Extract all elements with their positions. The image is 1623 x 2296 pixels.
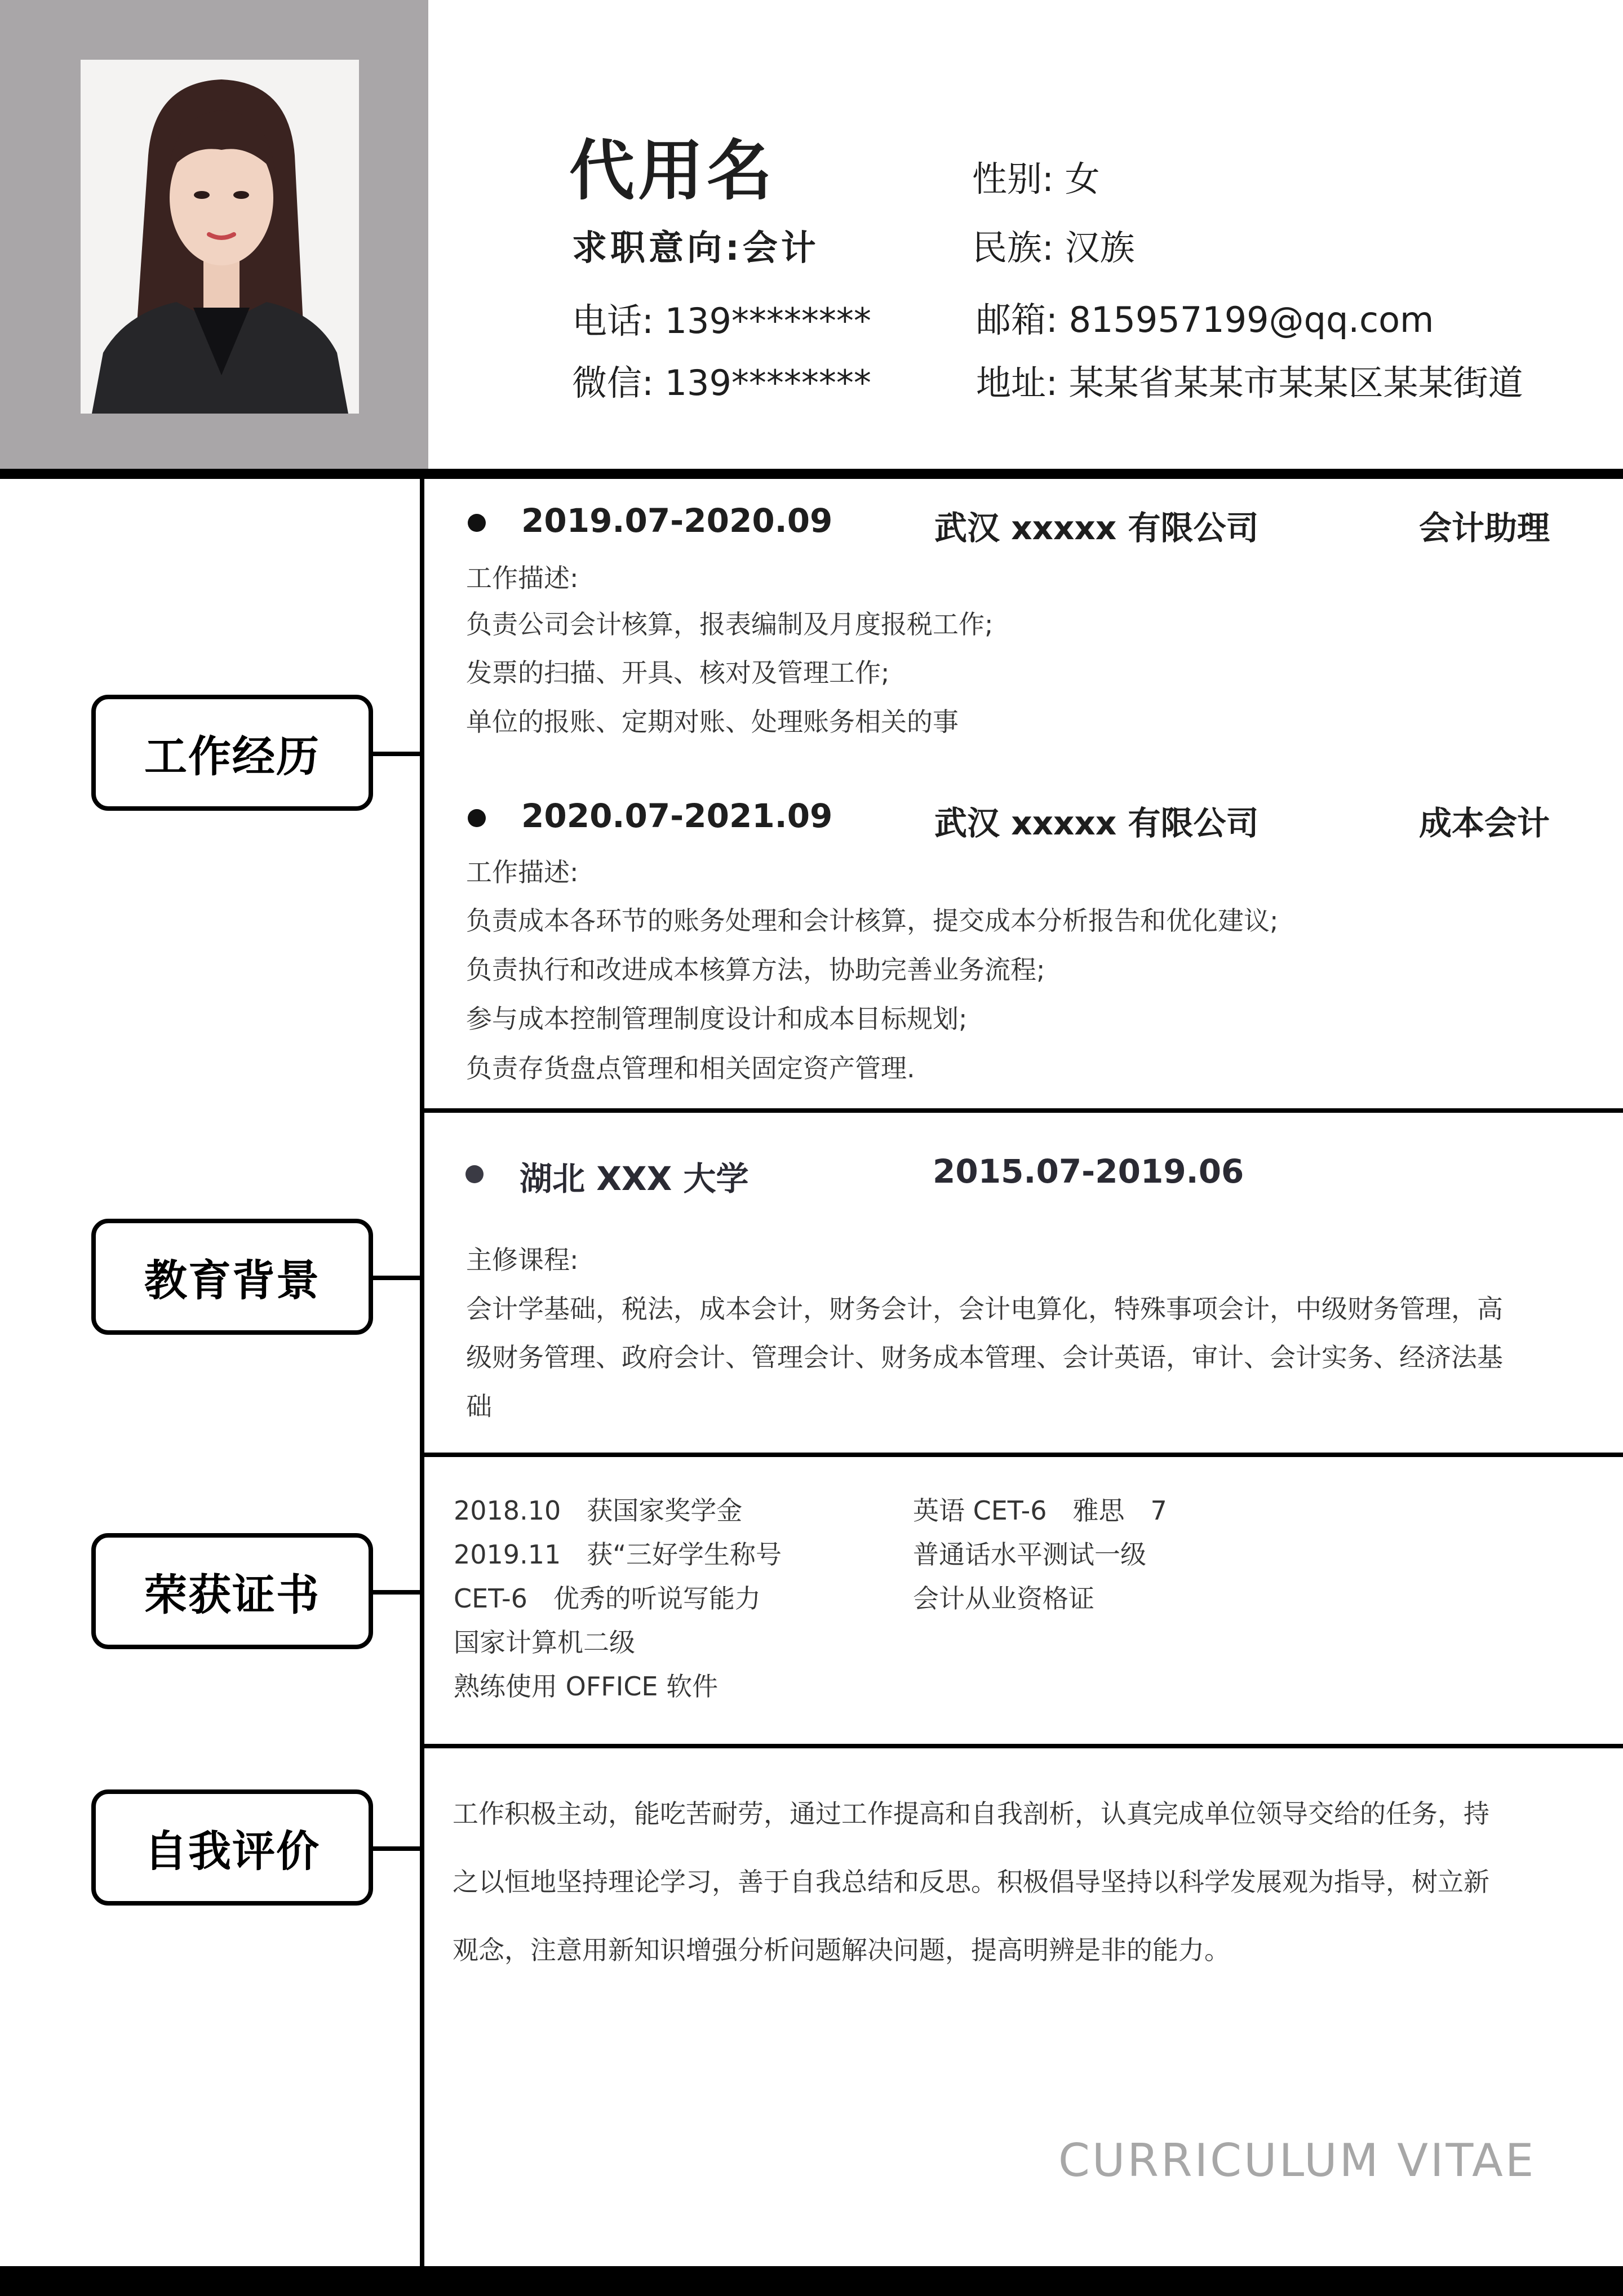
work-desc-line: 负责存货盘点管理和相关固定资产管理. <box>466 1053 915 1083</box>
award-item: 熟练使用 OFFICE 软件 <box>454 1671 719 1702</box>
email: 邮箱: 815957199@qq.com <box>976 299 1434 340</box>
bullet-icon <box>468 514 486 532</box>
footer-bar <box>0 2266 1623 2296</box>
work-company: 武汉 xxxxx 有限公司 <box>934 804 1259 842</box>
work-desc-line: 负责执行和改进成本核算方法，协助完善业务流程; <box>466 954 1045 985</box>
section-badge-work: 工作经历 <box>91 695 373 811</box>
work-desc-line: 单位的报账、定期对账、处理账务相关的事 <box>466 707 959 737</box>
self-eval-line: 观念，注意用新知识增强分析问题解决问题，提高明辨是非的能力。 <box>453 1935 1230 1965</box>
badge-connector <box>372 1276 423 1280</box>
work-period: 2020.07-2021.09 <box>521 797 833 835</box>
job-intent: 求职意向:会计 <box>572 227 819 268</box>
award-item: 英语 CET-6 雅思 7 <box>913 1495 1167 1526</box>
timeline-vertical-line <box>420 479 424 2266</box>
work-desc-label: 工作描述: <box>466 857 579 887</box>
bullet-icon <box>468 809 486 827</box>
award-item: 会计从业资格证 <box>913 1583 1094 1614</box>
edu-course-line: 级财务管理、政府会计、管理会计、财务成本管理、会计英语，审计、会计实务、经济法基 <box>466 1342 1503 1373</box>
section-divider <box>424 1453 1623 1457</box>
work-company: 武汉 xxxxx 有限公司 <box>934 509 1259 547</box>
edu-course-line: 会计学基础，税法，成本会计，财务会计，会计电算化，特殊事项会计，中级财务管理，高 <box>466 1294 1503 1324</box>
ethnicity: 民族: 汉族 <box>972 227 1135 268</box>
self-eval-line: 之以恒地坚持理论学习，善于自我总结和反思。积极倡导坚持以科学发展观为指导，树立新 <box>453 1867 1489 1897</box>
self-eval-line: 工作积极主动，能吃苦耐劳，通过工作提高和自我剖析，认真完成单位领导交给的任务，持 <box>453 1798 1489 1829</box>
award-item: CET-6 优秀的听说写能力 <box>454 1583 761 1614</box>
work-desc-line: 发票的扫描、开具、核对及管理工作; <box>466 658 890 688</box>
work-desc-line: 负责成本各环节的账务处理和会计核算，提交成本分析报告和优化建议; <box>466 905 1279 936</box>
section-badge-awards: 荣获证书 <box>91 1533 373 1649</box>
work-title: 会计助理 <box>1419 509 1550 547</box>
badge-connector <box>372 752 423 756</box>
work-desc-line: 负责公司会计核算，报表编制及月度报税工作; <box>466 609 994 639</box>
work-desc-line: 参与成本控制管理制度设计和成本目标规划; <box>466 1003 968 1034</box>
curriculum-vitae-label: CURRICULUM VITAE <box>1058 2134 1536 2187</box>
gender: 性别: 女 <box>972 158 1100 199</box>
profile-photo <box>81 60 359 414</box>
work-desc-label: 工作描述: <box>466 563 579 593</box>
award-item: 普通话水平测试一级 <box>913 1539 1146 1570</box>
edu-school: 湖北 XXX 大学 <box>520 1160 749 1198</box>
candidate-name: 代用名 <box>569 133 775 209</box>
edu-period: 2015.07-2019.06 <box>933 1152 1244 1191</box>
edu-course-line: 础 <box>466 1391 492 1422</box>
person-silhouette-icon <box>81 60 359 414</box>
bullet-icon <box>465 1165 484 1183</box>
section-badge-self: 自我评价 <box>91 1789 373 1906</box>
work-title: 成本会计 <box>1419 804 1550 842</box>
badge-connector <box>372 1846 423 1851</box>
award-item: 2018.10 获国家奖学金 <box>454 1495 743 1526</box>
phone: 电话: 139******** <box>572 300 871 341</box>
header-divider <box>0 469 1623 479</box>
section-divider <box>424 1108 1623 1113</box>
section-divider <box>424 1744 1623 1748</box>
badge-connector <box>372 1590 423 1595</box>
award-item: 2019.11 获“三好学生称号 <box>454 1539 782 1570</box>
work-period: 2019.07-2020.09 <box>521 501 833 540</box>
edu-course-label: 主修课程: <box>466 1245 579 1275</box>
award-item: 国家计算机二级 <box>454 1627 635 1658</box>
section-badge-education: 教育背景 <box>91 1219 373 1335</box>
wechat: 微信: 139******** <box>572 362 871 403</box>
address: 地址: 某某省某某市某某区某某街道 <box>976 362 1523 403</box>
